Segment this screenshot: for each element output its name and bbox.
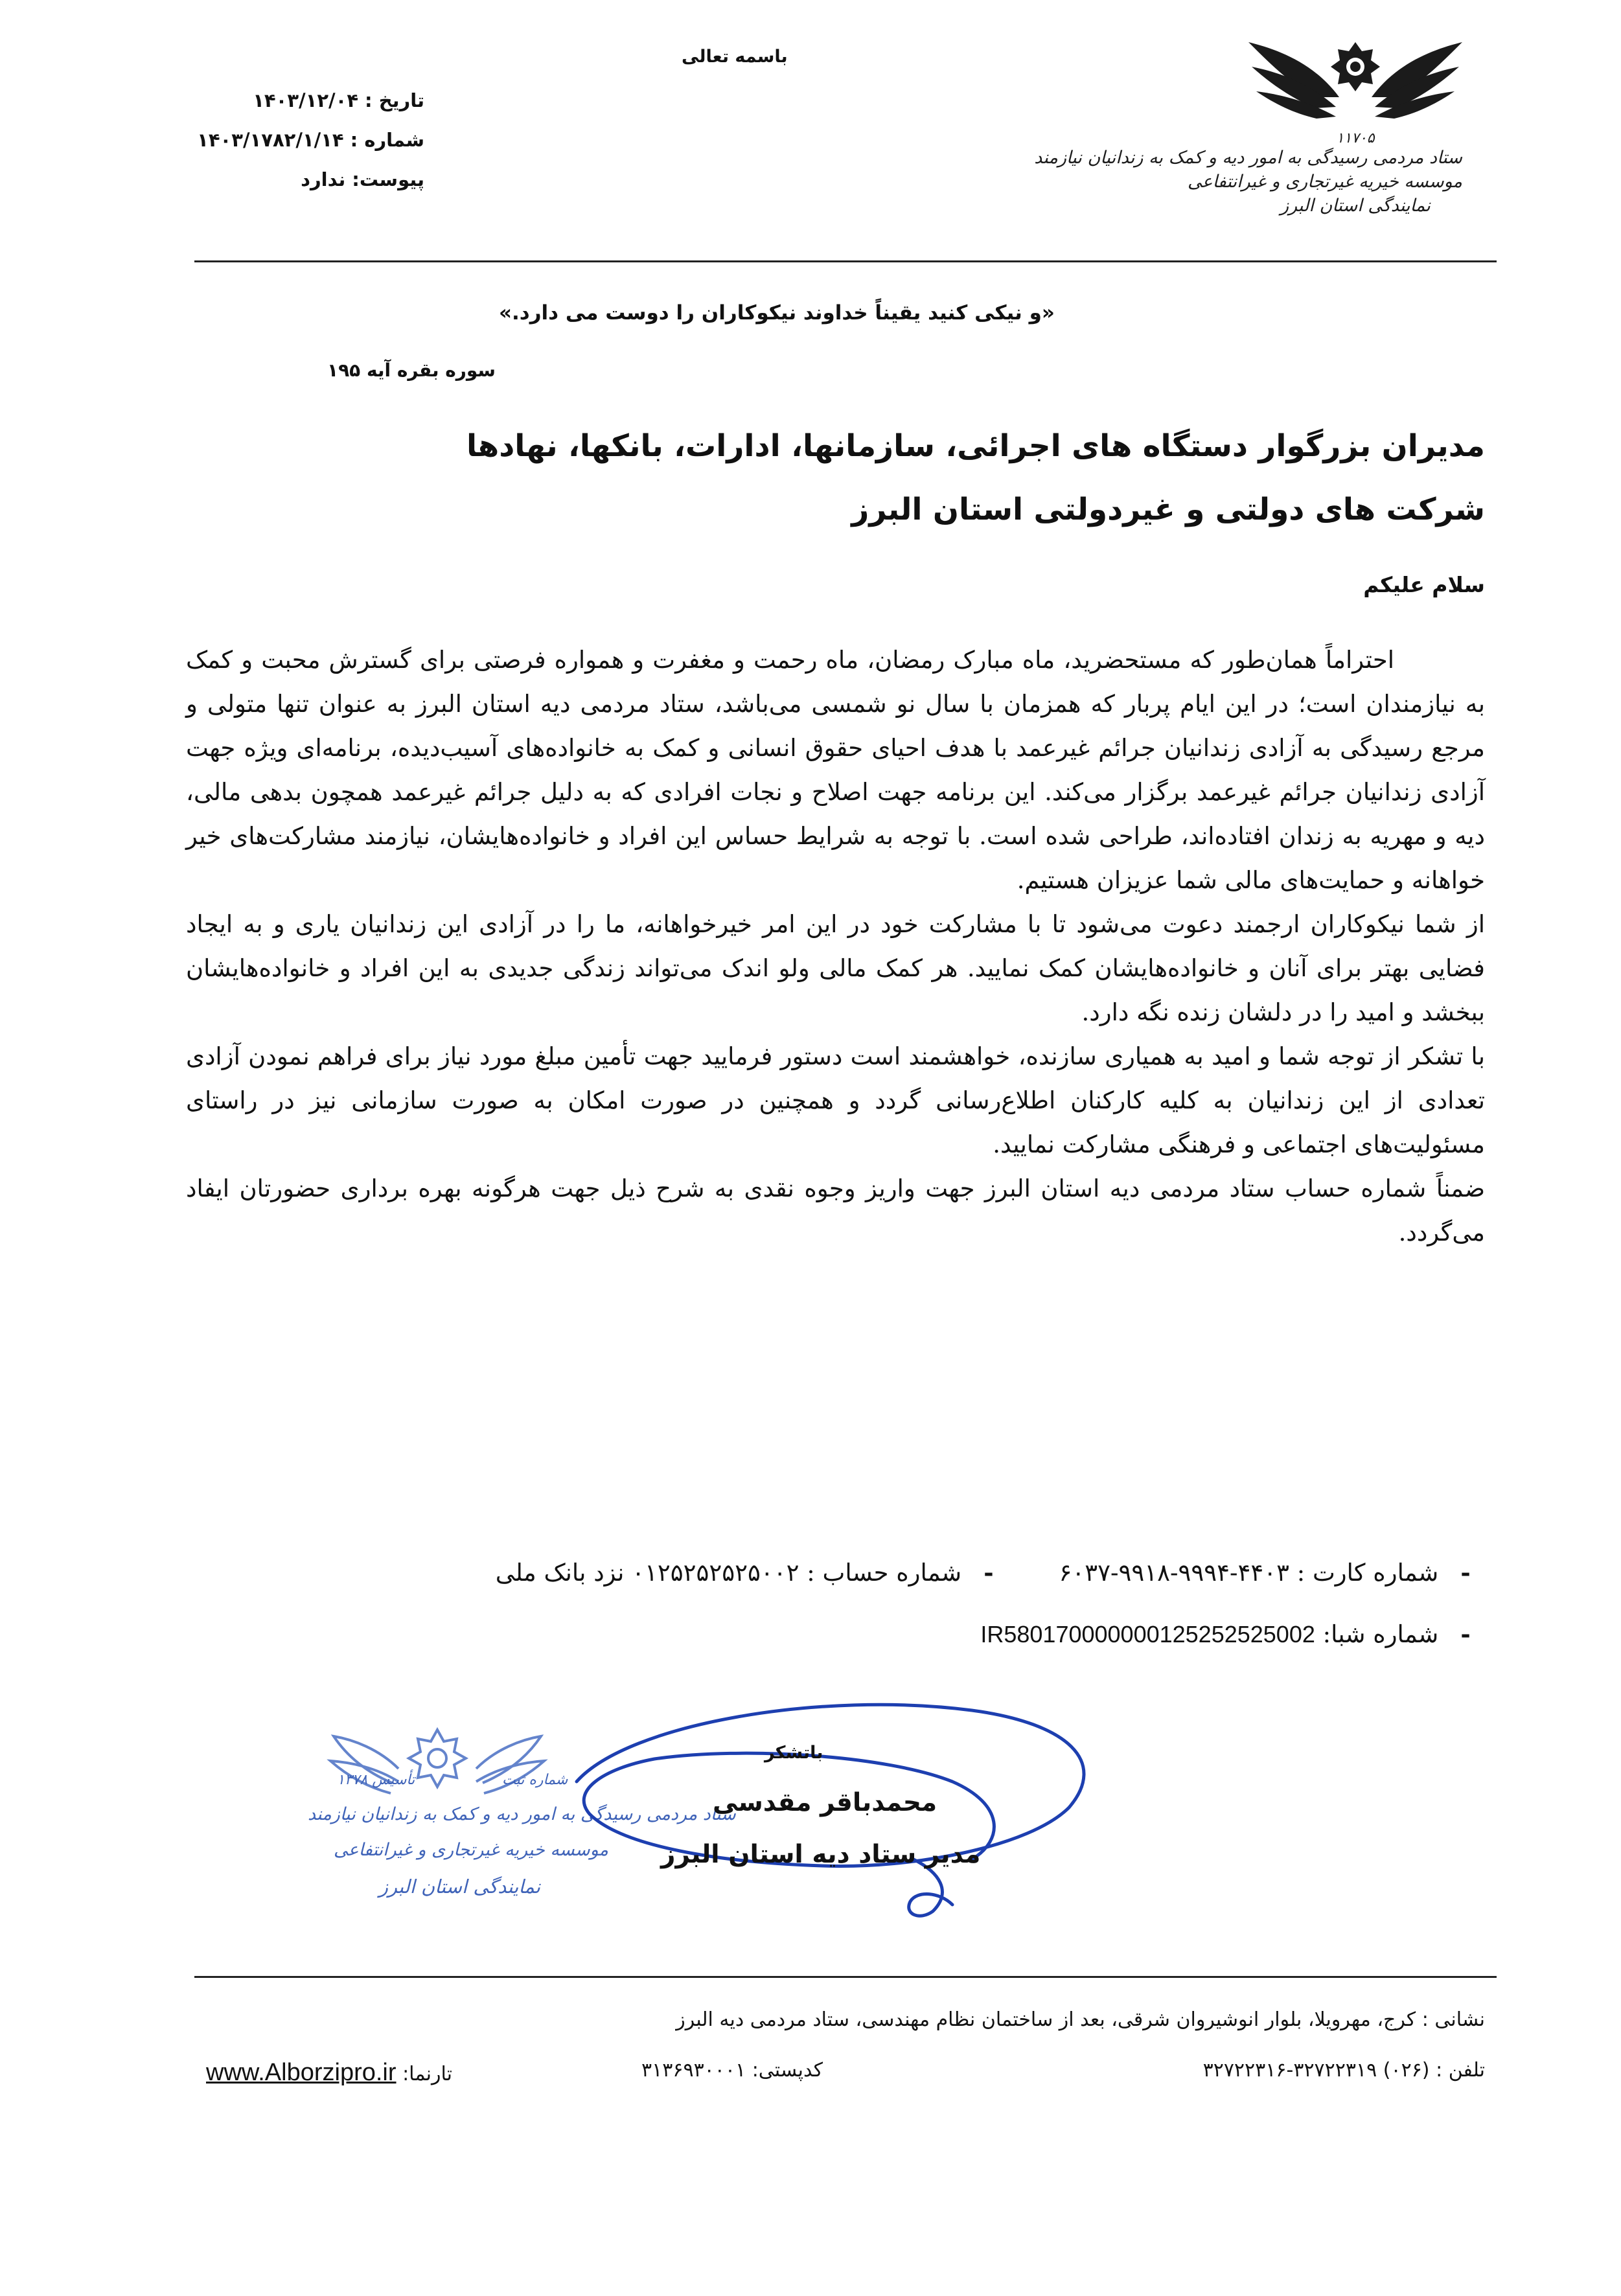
seal-line-2: موسسه خیریه غیرتجاری و غیرانتفاعی — [334, 1840, 609, 1860]
footer-postal-code — [641, 2059, 823, 2082]
winged-star-emblem-icon — [1248, 36, 1462, 133]
bank-card-account-line — [186, 1558, 1485, 1587]
attachment-row — [185, 160, 424, 200]
bank-sheba-line — [186, 1620, 1485, 1648]
bullet-dash: - — [1460, 1558, 1471, 1587]
number-label: شماره : — [350, 129, 424, 151]
website-link[interactable]: www.Alborzipro.ir — [206, 2059, 397, 2086]
letter-metadata — [185, 81, 424, 200]
postal-value: ۳۱۳۶۹۳۰۰۰۱ — [641, 2059, 746, 2082]
signer-title: مدیر ستاد دیه استان البرز — [661, 1840, 981, 1869]
footer-divider — [194, 1976, 1497, 1978]
website-label: تارنما: — [402, 2063, 452, 2085]
addressees — [254, 415, 1485, 542]
footer-website — [206, 2059, 452, 2087]
addressee-line-1: مدیران بزرگوار دستگاه های اجرائی، سازمانها، ادارات، بانکها، نهادها — [466, 428, 1485, 464]
addressee-line-2: شرکت های دولتی و غیردولتی استان البرز — [851, 492, 1485, 527]
logo-year: ۱۱۷۰۵ — [1336, 130, 1375, 146]
logo-line-1: ستاد مردمی رسیدگی به امور دیه و کمک به زندانیان نیازمند — [1034, 148, 1462, 168]
account-label: شماره حساب : — [807, 1559, 962, 1587]
seal-line-1: ستاد مردمی رسیدگی به امور دیه و کمک به زندانیان نیازمند — [308, 1804, 736, 1824]
quote-source: سوره بقره آیه ۱۹۵ — [327, 360, 496, 381]
account-bank: نزد بانک ملی — [495, 1559, 625, 1587]
body-paragraph-1: احتراماً همان‌طور که مستحضرید، ماه مبارک رمضان، ماه رحمت و مغفرت و همواره فرصتی برای گسترش محبت و کمک به نیازمندان است؛ در این ایام پربار که همزمان با سال نو شمسی می‌باشد، ستاد مردمی دیه استان البرز به عنوان تنها متولی و مرجع رسیدگی به آزادی زندانیان جرائم غیرعمد با هدف احیای حقوق انسانی و کمک به خانواده‌های آسیب‌دیده، برنامه‌ای ویژه جهت آزادی زندانیان جرائم غیرعمد برگزار می‌کند. این برنامه جهت اصلاح و نجات افرادی که به دلیل جرائم غیرعمد همچون بدهی مالی، دیه و مهریه به زندان افتاده‌اند، طراحی شده است. با توجه به شرایط حساس این افراد و خانواده‌هایشان، نیازمند مشارکت‌های خیر خواهانه و حمایت‌های مالی شما عزیزان هستیم. — [186, 646, 1485, 894]
attachment-label: پیوست: — [352, 168, 424, 190]
bullet-dash: - — [983, 1558, 994, 1587]
date-label: تاریخ : — [365, 89, 424, 111]
letter-body — [186, 638, 1485, 1255]
organization-logo — [1034, 36, 1462, 249]
logo-line-2: موسسه خیریه غیرتجاری و غیرانتفاعی — [1187, 172, 1462, 192]
seal-established: تأسیس ۱۳۷۸ — [337, 1772, 415, 1788]
body-paragraph-3: با تشکر از توجه شما و امید به همیاری سازنده، خواهشمند است دستور فرمایید جهت تأمین مبلغ مورد نیاز برای فراهم نمودن آزادی تعدادی از این زندانیان به کلیه کارکنان اطلاع‌رسانی گردد و همچنین در صورت امکان به صورت سازمانی نیز در راستای مسئولیت‌های اجتماعی و فرهنگی مشارکت نمایید. — [186, 1042, 1485, 1158]
date-value: ۱۴۰۳/۱۲/۰۴ — [253, 89, 359, 111]
seal-registration: شماره ثبت — [502, 1772, 568, 1788]
basmala: باسمه تعالی — [682, 47, 788, 67]
attachment-value: ندارد — [301, 168, 346, 190]
seal-line-3: نمایندگی استان البرز — [379, 1876, 541, 1898]
signer-name: محمدباقر مقدسی — [713, 1788, 937, 1817]
card-label: شماره کارت : — [1296, 1559, 1439, 1587]
card-number: ۶۰۳۷-۹۹۱۸-۹۹۹۴-۴۴۰۳ — [1059, 1559, 1289, 1587]
phone-value: ۳۲۷۲۲۳۱۶-۳۲۷۲۲۳۱۹ (۰۲۶) — [1202, 2059, 1430, 2082]
number-value: ۱۴۰۳/۱۷۸۲/۱/۱۴ — [197, 129, 344, 151]
greeting: سلام علیکم — [1363, 572, 1485, 597]
closing-thanks: باتشکر — [765, 1743, 823, 1763]
number-row — [185, 121, 424, 160]
date-row — [185, 81, 424, 121]
body-paragraph-4: ضمناً شماره حساب ستاد مردمی دیه استان البرز جهت واریز وجوه نقدی به شرح ذیل جهت هرگونه بهره برداری حضورتان ایفاد می‌گردد. — [186, 1175, 1485, 1246]
body-paragraph-2: از شما نیکوکاران ارجمند دعوت می‌شود تا با مشارکت خود در این امر خیرخواهانه، ما را در آزادی این زندانیان یاری و به ایجاد فضایی بهتر برای آنان و خانواده‌هایشان کمک نمایید. هر کمک مالی ولو اندک می‌تواند زندگی جدیدی به این افراد و خانواده‌هایشان ببخشد و امید را در دلشان زنده نگه دارد. — [186, 910, 1485, 1026]
quran-quote: «و نیکی کنید یقیناً خداوند نیکوکاران را دوست می دارد.» — [499, 301, 1055, 325]
footer-phone — [1203, 2059, 1485, 2082]
sheba-label: شماره شبا: — [1322, 1620, 1439, 1648]
logo-line-3: نمایندگی استان البرز — [1280, 196, 1431, 216]
postal-label: کدپستی: — [752, 2059, 823, 2082]
account-number: ۰۱۲۵۲۵۲۵۲۵۰۰۲ — [632, 1559, 799, 1587]
header-divider — [194, 260, 1497, 262]
bullet-dash: - — [1460, 1620, 1471, 1648]
footer-address: نشانی : کرج، مهرویلا، بلوار انوشیروان شرقی، بعد از ساختمان نظام مهندسی، ستاد مردمی دیه البرز — [676, 2008, 1485, 2031]
sheba-number: IR580170000000125252525002 — [980, 1621, 1315, 1647]
phone-label: تلفن : — [1436, 2059, 1485, 2082]
